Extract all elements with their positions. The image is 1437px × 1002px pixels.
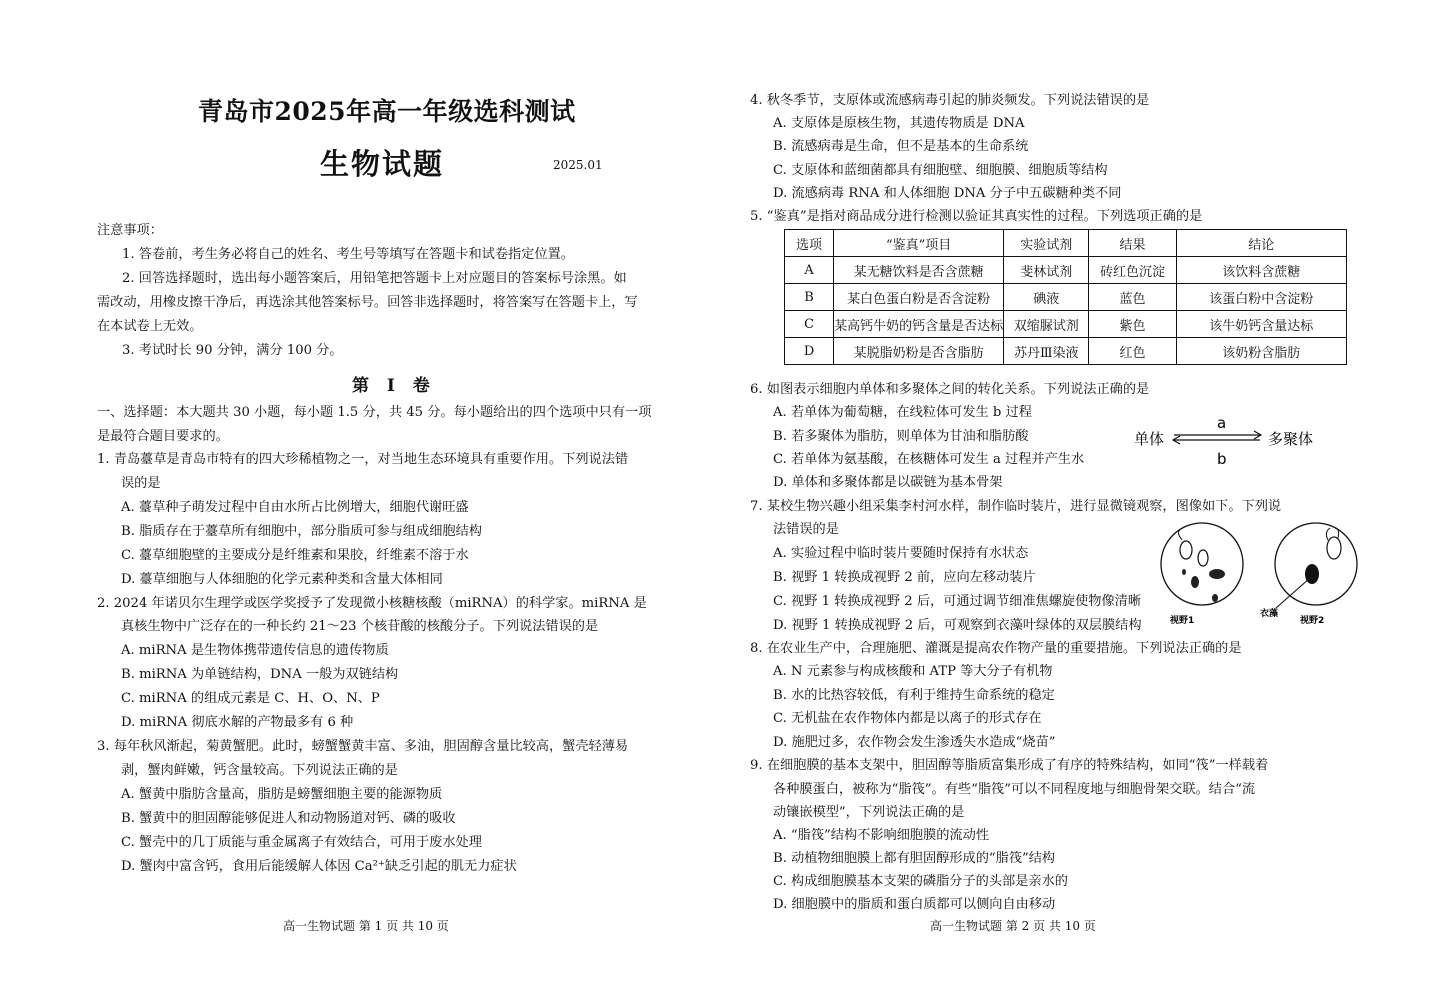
exam-subtitle: 生物试题	[320, 147, 445, 181]
section-intro: 一、选择题：本大题共 30 小题，每小题 1.5 分，共 45 分。每小题给出的四个选项中只有一项	[97, 405, 652, 420]
q9-option: D. 细胞膜中的脂质和蛋白质都可以侧向自由移动	[773, 897, 1056, 912]
page-footer: 高一生物试题 第 2 页 共 10 页	[930, 919, 1096, 933]
notice-line: 3. 考试时长 90 分钟，满分 100 分。	[122, 343, 343, 358]
table-cell: C	[785, 311, 834, 338]
q2-option: B. miRNA 为单链结构，DNA 一般为双链结构	[121, 667, 399, 682]
q1-option: A. 薹草种子萌发过程中自由水所占比例增大，细胞代谢旺盛	[121, 500, 469, 515]
q5-stem: 5. “鉴真”是指对商品成分进行检测以验证其真实性的过程。下列选项正确的是	[750, 209, 1203, 224]
q8-option: C. 无机盐在农作物体内都是以离子的形式存在	[773, 711, 1042, 726]
q6-option: D. 单体和多聚体都是以碳链为基本骨架	[773, 475, 1003, 490]
table-cell: 蓝色	[1089, 284, 1176, 311]
q3-option: C. 蟹壳中的几丁质能与重金属离子有效结合，可用于废水处理	[121, 835, 482, 850]
table-cell: 斐林试剂	[1004, 257, 1089, 284]
q2-option: A. miRNA 是生物体携带遗传信息的遗传物质	[121, 643, 389, 658]
q3-option: A. 蟹黄中脂肪含量高，脂肪是螃蟹细胞主要的能源物质	[121, 787, 443, 802]
view1-field	[1161, 523, 1243, 605]
notice-line: 在本试卷上无效。	[97, 319, 203, 334]
q6-option: B. 若多聚体为脂肪，则单体为甘油和脂肪酸	[773, 429, 1029, 444]
section-intro: 是最符合题目要求的。	[97, 429, 229, 444]
table-row	[785, 257, 1347, 284]
q1-option: C. 薹草细胞壁的主要成分是纤维素和果胶，纤维素不溶于水	[121, 548, 469, 563]
table-row	[785, 311, 1347, 338]
table-header-cell: 结论	[1176, 230, 1346, 257]
table-header-cell: “鉴真”项目	[834, 230, 1004, 257]
table-cell: 苏丹Ⅲ染液	[1004, 338, 1089, 365]
exam-title: 青岛市2025年高一年级选科测试	[198, 97, 576, 126]
q1-stem: 误的是	[121, 476, 161, 491]
notice-line: 2. 回答选择题时，选出每小题答案后，用铅笔把答题卡上对应题目的答案标号涂黑。如	[122, 271, 627, 286]
table-cell: B	[785, 284, 834, 311]
view2-field	[1275, 523, 1357, 608]
q7-option: D. 视野 1 转换成视野 2 后，可观察到衣藻叶绿体的双层膜结构	[773, 618, 1142, 633]
q2-option: C. miRNA 的组成元素是 C、H、O、N、P	[121, 691, 380, 706]
q9-option: B. 动植物细胞膜上都有胆固醇形成的“脂筏”结构	[773, 851, 1056, 866]
q7-option: C. 视野 1 转换成视野 2 后，可通过调节细准焦螺旋使物像清晰	[773, 594, 1142, 609]
monomer-label: 单体	[1134, 430, 1165, 448]
process-a-label: a	[1217, 414, 1227, 432]
q1-option: B. 脂质存在于薹草所有细胞中，部分脂质可参与组成细胞结构	[121, 524, 482, 539]
organism-label: 衣藻	[1260, 609, 1279, 619]
table-cell: 红色	[1089, 338, 1176, 365]
table-row	[785, 338, 1347, 365]
table-cell: 该蛋白粉中含淀粉	[1176, 284, 1346, 311]
notice-line: 需改动，用橡皮擦干净后，再选涂其他答案标号。回答非选择题时，将答案写在答题卡上，写	[97, 295, 638, 310]
q3-option: D. 蟹肉中富含钙，食用后能缓解人体因 Ca²⁺缺乏引起的肌无力症状	[121, 859, 517, 874]
notice-line: 1. 答卷前，考生务必将自己的姓名、考生号等填写在答题卡和试卷指定位置。	[122, 247, 574, 262]
q8-option: A. N 元素参与构成核酸和 ATP 等大分子有机物	[773, 664, 1053, 679]
table-cell: 双缩脲试剂	[1004, 311, 1089, 338]
q7-option: A. 实验过程中临时装片要随时保持有水状态	[773, 546, 1029, 561]
table-cell: 该奶粉含脂肪	[1176, 338, 1346, 365]
left-page	[0, 0, 718, 1002]
q2-option: D. miRNA 彻底水解的产物最多有 6 种	[121, 715, 354, 730]
q3-stem: 剥，蟹肉鲜嫩，钙含量较高。下列说法正确的是	[121, 763, 398, 778]
q4-option: D. 流感病毒 RNA 和人体细胞 DNA 分子中五碳糖种类不同	[773, 186, 1122, 201]
q6-option: C. 若单体为氨基酸，在核糖体可发生 a 过程并产生水	[773, 452, 1085, 467]
q3-option: B. 蟹黄中的胆固醇能够促进人和动物肠道对钙、磷的吸收	[121, 811, 456, 826]
q7-stem: 7. 某校生物兴趣小组采集李村河水样，制作临时装片，进行显微镜观察，图像如下。下列说	[750, 499, 1282, 514]
q9-option: A. “脂筏”结构不影响细胞膜的流动性	[773, 828, 990, 843]
view2-label: 视野2	[1300, 616, 1325, 626]
table-cell: 某无糖饮料是否含蔗糖	[834, 257, 1004, 284]
q6-stem: 6. 如图表示细胞内单体和多聚体之间的转化关系。下列说法正确的是	[750, 382, 1150, 397]
table-cell: A	[785, 257, 834, 284]
table-cell: D	[785, 338, 834, 365]
notice-heading: 注意事项：	[97, 223, 163, 238]
q9-stem: 动镶嵌模型”，下列说法正确的是	[773, 805, 965, 820]
q8-option: B. 水的比热容较低，有利于维持生命系统的稳定	[773, 688, 1055, 703]
section-title: 第 Ⅰ 卷	[352, 376, 436, 396]
microscope-views-figure	[1160, 522, 1380, 632]
q2-stem: 2. 2024 年诺贝尔生理学或医学奖授予了发现微小核糖核酸（miRNA）的科学家。miRNA 是	[97, 596, 647, 611]
monomer-polymer-diagram	[1130, 414, 1350, 468]
table-cell: 该饮料含蔗糖	[1176, 257, 1346, 284]
exam-date: 2025.01	[553, 158, 603, 172]
q6-option: A. 若单体为葡萄糖，在线粒体可发生 b 过程	[773, 405, 1032, 420]
table-cell: 紫色	[1089, 311, 1176, 338]
table-header-cell: 选项	[785, 230, 834, 257]
q2-stem: 真核生物中广泛存在的一种长约 21～23 个核苷酸的核酸分子。下列说法错误的是	[121, 619, 599, 634]
table-cell: 某高钙牛奶的钙含量是否达标	[834, 311, 1004, 338]
table-cell: 某脱脂奶粉是否含脂肪	[834, 338, 1004, 365]
view1-label: 视野1	[1170, 616, 1195, 626]
q9-stem: 9. 在细胞膜的基本支架中，胆固醇等脂质富集形成了有序的特殊结构，如同“筏”一样载着	[750, 758, 1269, 773]
table-cell: 某白色蛋白粉是否含淀粉	[834, 284, 1004, 311]
q5-table	[784, 229, 1347, 365]
q1-option: D. 薹草细胞与人体细胞的化学元素种类和含量大体相同	[121, 572, 443, 587]
q4-stem: 4. 秋冬季节，支原体或流感病毒引起的肺炎频发。下列说法错误的是	[750, 93, 1150, 108]
q4-option: C. 支原体和蓝细菌都具有细胞壁、细胞膜、细胞质等结构	[773, 163, 1108, 178]
table-cell: 该牛奶钙含量达标	[1176, 311, 1346, 338]
q9-stem: 各种膜蛋白，被称为“脂筏”。有些“脂筏”可以不同程度地与细胞骨架交联。结合“流	[773, 782, 1256, 797]
table-cell: 砖红色沉淀	[1089, 257, 1176, 284]
q7-option: B. 视野 1 转换成视野 2 前，应向左移动装片	[773, 570, 1036, 585]
q4-option: A. 支原体是原核生物，其遗传物质是 DNA	[773, 116, 1025, 131]
q1-stem: 1. 青岛薹草是青岛市特有的四大珍稀植物之一，对当地生态环境具有重要作用。下列说法错	[97, 452, 629, 467]
table-row	[785, 284, 1347, 311]
table-header-cell: 实验试剂	[1004, 230, 1089, 257]
table-header-cell: 结果	[1089, 230, 1176, 257]
table-header-row	[785, 230, 1347, 257]
q9-option: C. 构成细胞膜基本支架的磷脂分子的头部是亲水的	[773, 874, 1068, 889]
process-b-label: b	[1217, 450, 1227, 468]
q8-option: D. 施肥过多，农作物会发生渗透失水造成“烧苗”	[773, 735, 1056, 750]
table-cell: 碘液	[1004, 284, 1089, 311]
q7-stem: 法错误的是	[773, 522, 839, 537]
q8-stem: 8. 在农业生产中，合理施肥、灌溉是提高农作物产量的重要措施。下列说法正确的是	[750, 641, 1242, 656]
polymer-label: 多聚体	[1268, 430, 1314, 448]
page-footer: 高一生物试题 第 1 页 共 10 页	[283, 919, 449, 933]
right-page	[718, 0, 1437, 1002]
q3-stem: 3. 每年秋风渐起，菊黄蟹肥。此时，螃蟹蟹黄丰富、多油，胆固醇含量比较高，蟹壳轻薄易	[97, 739, 629, 754]
q4-option: B. 流感病毒是生命，但不是基本的生命系统	[773, 139, 1029, 154]
